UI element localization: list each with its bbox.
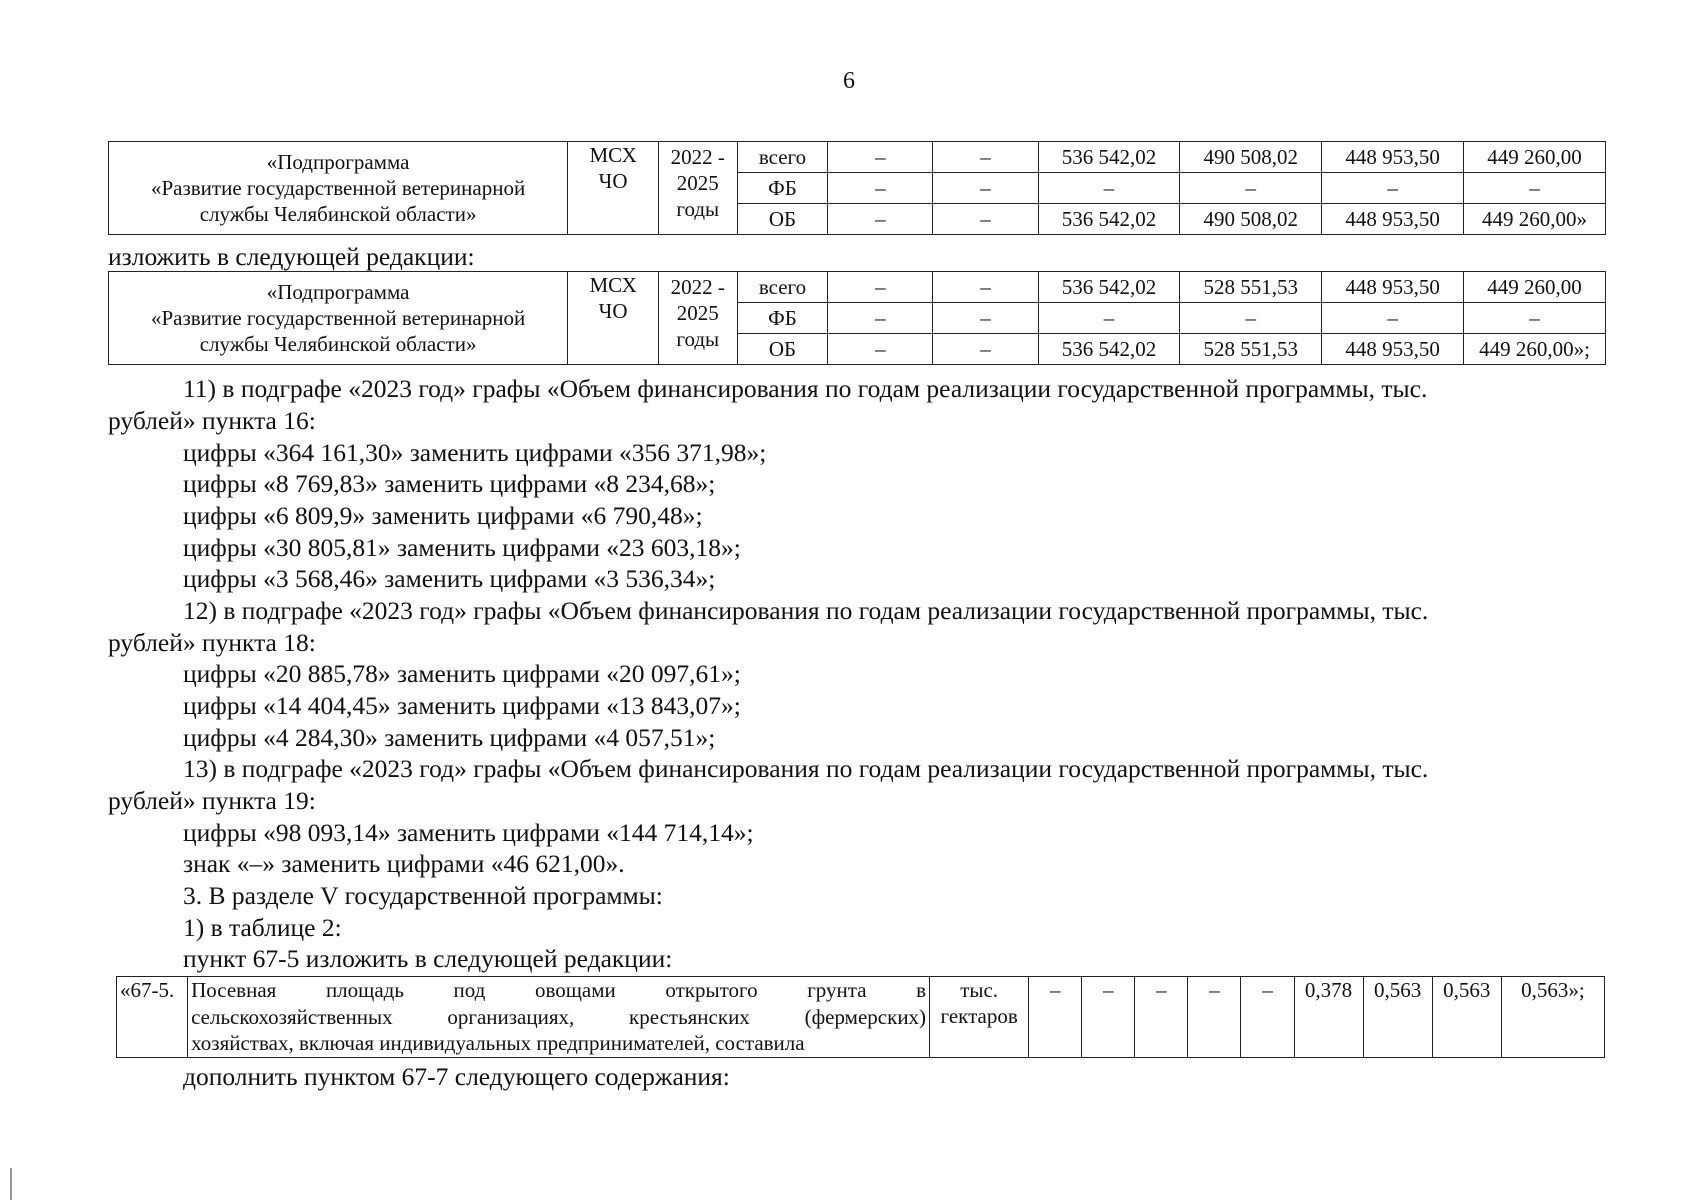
- value-cell: 536 542,02: [1038, 272, 1180, 303]
- value-cell: 0,563»;: [1501, 977, 1604, 1058]
- value-cell: –: [1188, 977, 1241, 1058]
- table-row: [117, 977, 1605, 1058]
- source-cell: всего: [737, 142, 828, 173]
- replace-heading: изложить в следующей редакции:: [108, 242, 475, 271]
- value-cell: 448 953,50: [1322, 204, 1464, 235]
- value-cell: –: [828, 173, 933, 204]
- source-cell: ОБ: [737, 204, 828, 235]
- value-cell: 528 551,53: [1180, 272, 1322, 303]
- source-cell: всего: [737, 272, 828, 303]
- financing-table-new: [108, 271, 1606, 365]
- value-cell: –: [828, 204, 933, 235]
- value-cell: 536 542,02: [1038, 334, 1180, 365]
- paragraph: 3. В разделе V государственной программы:: [183, 881, 663, 910]
- source-cell: ФБ: [737, 303, 828, 334]
- value-cell: –: [1082, 977, 1135, 1058]
- paragraph: рублей» пункта 18:: [108, 628, 316, 657]
- subprogram-name-cell: «Подпрограмма «Развитие государственной ветеринарной службы Челябинской области»: [109, 142, 568, 235]
- paragraph: пункт 67-5 изложить в следующей редакции:: [183, 944, 673, 973]
- paragraph: цифры «20 885,78» заменить цифрами «20 097,61»;: [183, 659, 741, 688]
- value-cell: 449 260,00: [1464, 142, 1606, 173]
- margin-mark: [10, 1168, 12, 1200]
- value-cell: 449 260,00: [1464, 272, 1606, 303]
- value-cell: –: [933, 142, 1038, 173]
- value-cell: 536 542,02: [1038, 204, 1180, 235]
- paragraph: 1) в таблице 2:: [183, 913, 342, 942]
- paragraph: цифры «364 161,30» заменить цифрами «356 371,98»;: [183, 438, 767, 467]
- value-cell: –: [1241, 977, 1294, 1058]
- period-cell: 2022 - 2025 годы: [659, 142, 738, 235]
- paragraph: цифры «14 404,45» заменить цифрами «13 843,07»;: [183, 691, 741, 720]
- paragraph: дополнить пунктом 67-7 следующего содержания:: [183, 1062, 730, 1091]
- paragraph: цифры «6 809,9» заменить цифрами «6 790,48»;: [183, 501, 703, 530]
- paragraph: 13) в подграфе «2023 год» графы «Объем финансирования по годам реализации государственной программы, тыс.: [183, 754, 1429, 783]
- paragraph: цифры «30 805,81» заменить цифрами «23 603,18»;: [183, 533, 741, 562]
- value-cell: –: [828, 334, 933, 365]
- paragraph: цифры «3 568,46» заменить цифрами «3 536,34»;: [183, 564, 716, 593]
- indicator-text-cell: Посевная площадь под овощами открытого грунта в сельскохозяйственных организациях, крестьянских (фермерских) хозяйствах, включая индивидуальных предпринимателей, составила: [188, 977, 930, 1058]
- value-cell: 449 260,00»;: [1464, 334, 1606, 365]
- value-cell: –: [933, 173, 1038, 204]
- value-cell: 536 542,02: [1038, 142, 1180, 173]
- value-cell: 0,563: [1432, 977, 1501, 1058]
- value-cell: –: [1322, 173, 1464, 204]
- table-row: [109, 142, 1606, 173]
- source-cell: ФБ: [737, 173, 828, 204]
- value-cell: –: [1180, 173, 1322, 204]
- subprogram-name-cell: «Подпрограмма «Развитие государственной ветеринарной службы Челябинской области»: [109, 272, 568, 365]
- paragraph: цифры «8 769,83» заменить цифрами «8 234,68»;: [183, 469, 716, 498]
- paragraph: 11) в подграфе «2023 год» графы «Объем финансирования по годам реализации государственной программы, тыс.: [183, 374, 1428, 403]
- paragraph: рублей» пункта 16:: [108, 406, 316, 435]
- value-cell: –: [1038, 173, 1180, 204]
- value-cell: –: [933, 204, 1038, 235]
- paragraph: цифры «4 284,30» заменить цифрами «4 057,51»;: [183, 723, 716, 752]
- period-cell: 2022 - 2025 годы: [659, 272, 738, 365]
- paragraph: 12) в подграфе «2023 год» графы «Объем финансирования по годам реализации государственной программы, тыс.: [183, 596, 1429, 625]
- value-cell: 448 953,50: [1322, 272, 1464, 303]
- value-cell: –: [828, 272, 933, 303]
- unit-cell: тыс. гектаров: [930, 977, 1029, 1058]
- value-cell: 448 953,50: [1322, 334, 1464, 365]
- value-cell: 0,378: [1294, 977, 1363, 1058]
- financing-table-old: [108, 141, 1606, 235]
- value-cell: –: [1135, 977, 1188, 1058]
- value-cell: –: [1322, 303, 1464, 334]
- table-row: [109, 272, 1606, 303]
- indicator-table: [116, 976, 1605, 1058]
- value-cell: –: [1464, 173, 1606, 204]
- paragraph: знак «–» заменить цифрами «46 621,00».: [183, 849, 625, 878]
- value-cell: –: [828, 142, 933, 173]
- value-cell: –: [1038, 303, 1180, 334]
- executor-cell: МСХ ЧО: [568, 142, 659, 235]
- source-cell: ОБ: [737, 334, 828, 365]
- value-cell: –: [933, 272, 1038, 303]
- value-cell: 528 551,53: [1180, 334, 1322, 365]
- value-cell: 0,563: [1363, 977, 1432, 1058]
- value-cell: –: [1464, 303, 1606, 334]
- value-cell: 490 508,02: [1180, 142, 1322, 173]
- value-cell: –: [933, 334, 1038, 365]
- value-cell: 490 508,02: [1180, 204, 1322, 235]
- value-cell: –: [933, 303, 1038, 334]
- paragraph: цифры «98 093,14» заменить цифрами «144 714,14»;: [183, 818, 754, 847]
- paragraph: рублей» пункта 19:: [108, 786, 316, 815]
- item-number-cell: «67-5.: [117, 977, 188, 1058]
- value-cell: 449 260,00»: [1464, 204, 1606, 235]
- value-cell: –: [1180, 303, 1322, 334]
- value-cell: –: [1029, 977, 1082, 1058]
- value-cell: 448 953,50: [1322, 142, 1464, 173]
- executor-cell: МСХ ЧО: [568, 272, 659, 365]
- page-number: 6: [843, 68, 855, 94]
- value-cell: –: [828, 303, 933, 334]
